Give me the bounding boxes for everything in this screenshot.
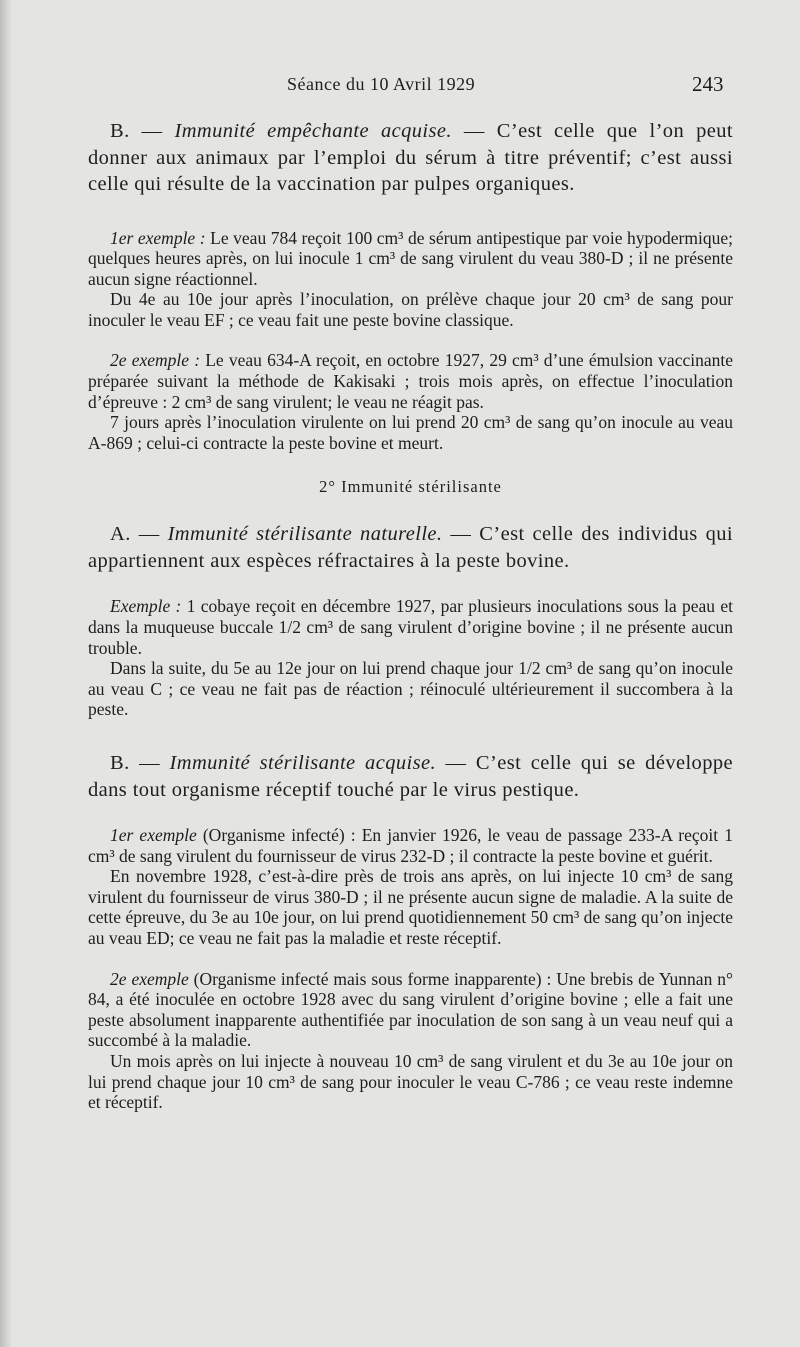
example-4-continuation: En novembre 1928, c’est-à-dire près de trois ans après, on lui injecte 10 cm³ de sang virulent du fournisseur de virus 380-D ; il ne présente aucun signe de maladie. A la suite de cette épreuve, du 3e au 10e jour, on lui prend quotidiennement 50 cm³ de sang qu’on injecte au veau ED; ce veau ne fait pas la maladie et reste réceptif. [88,866,733,948]
example-5-paragraph [88,969,733,1051]
example-text: Le veau 634-A reçoit, en octobre 1927, 29 cm³ d’une émulsion vaccinante préparée suivant la méthode de Kakisaki ; trois mois après, on effectue l’inoculation d’épreuve : 2 cm³ de sang virulent; le veau ne réagit pas. [88,350,733,412]
page-spine-shadow [0,0,12,1347]
example-text: Le veau 784 reçoit 100 cm³ de sérum antipestique par voie hypodermique; quelques heures après, on lui inocule 1 cm³ de sang virulent du veau 380-D ; il ne présente aucun signe réactionnel. [88,227,733,289]
example-2-paragraph [88,350,733,412]
example-4-paragraph [88,825,733,866]
section-title: Immunité stérilisante acquise. [169,752,437,774]
example-label: 1er exemple [110,825,197,845]
section-label: B. — [110,120,175,142]
example-1-continuation: Du 4e au 10e jour après l’inoculation, on prélève chaque jour 20 cm³ de sang pour inoculer le veau EF ; ce veau fait une peste bovine classique. [88,289,733,330]
running-title: Séance du 10 Avril 1929 [287,74,476,94]
example-text: (Organisme infecté) : En janvier 1926, le veau de passage 233-A reçoit 1 cm³ de sang virulent du fournisseur de virus 232-D ; il contracte la peste bovine et guérit. [88,825,733,866]
section-2b-paragraph [88,750,733,803]
example-1-paragraph [88,228,733,290]
example-text: (Organisme infecté mais sous forme inapparente) : Une brebis de Yunnan n° 84, a été inoculée en octobre 1928 avec du sang virulent d’origine bovine ; elle a fait une peste absolument inapparente authentifiée par inoculation de son sang à un veau neuf qui a succombé à la maladie. [88,968,733,1051]
page-body [88,118,733,1113]
example-label: 2e exemple [110,968,189,989]
section-text: — C’est celle que l’on peut donner aux animaux par l’emploi du sérum à titre préventif; c’est aussi celle qui résulte de la vaccination par pulpes organiques. [88,120,733,195]
page-header [0,70,800,100]
page-number: 243 [692,72,724,96]
section-text: — C’est celle des individus qui appartiennent aux espèces réfractaires à la peste bovine. [88,523,733,572]
example-label: Exemple : [110,596,182,617]
example-3-paragraph [88,596,733,658]
section-title: Immunité stérilisante naturelle. [167,523,443,546]
example-text: 1 cobaye reçoit en décembre 1927, par plusieurs inoculations sous la peau et dans la muqueuse buccale 1/2 cm³ de sang virulent d’origine bovine ; il ne présente aucun trouble. [88,596,733,658]
example-3-continuation: Dans la suite, du 5e au 12e jour on lui prend chaque jour 1/2 cm³ de sang qu’on inocule au veau C ; ce veau ne fait pas de réaction ; réinoculé ultérieurement il succombera à la peste. [88,658,733,720]
section-1b-paragraph [88,118,733,198]
section-2a-paragraph [88,521,733,574]
example-label: 2e exemple : [110,350,201,371]
section-label: A. — [110,523,168,546]
example-label: 1er exemple : [110,227,206,248]
section-text: — C’est celle qui se développe dans tout organisme réceptif touché par le virus pestique. [88,752,734,801]
section-2-heading: 2° Immunité stérilisante [319,477,502,497]
example-2-continuation: 7 jours après l’inoculation virulente on lui prend 20 cm³ de sang qu’on inocule au veau A-869 ; celui-ci contracte la peste bovine et meurt. [88,412,733,453]
section-label: B. — [110,752,170,774]
section-title: Immunité empêchante acquise. [174,120,452,142]
example-5-continuation: Un mois après on lui injecte à nouveau 10 cm³ de sang virulent et du 3e au 10e jour on lui prend chaque jour 10 cm³ de sang pour inoculer le veau C-786 ; ce veau reste indemne et réceptif. [88,1050,733,1113]
